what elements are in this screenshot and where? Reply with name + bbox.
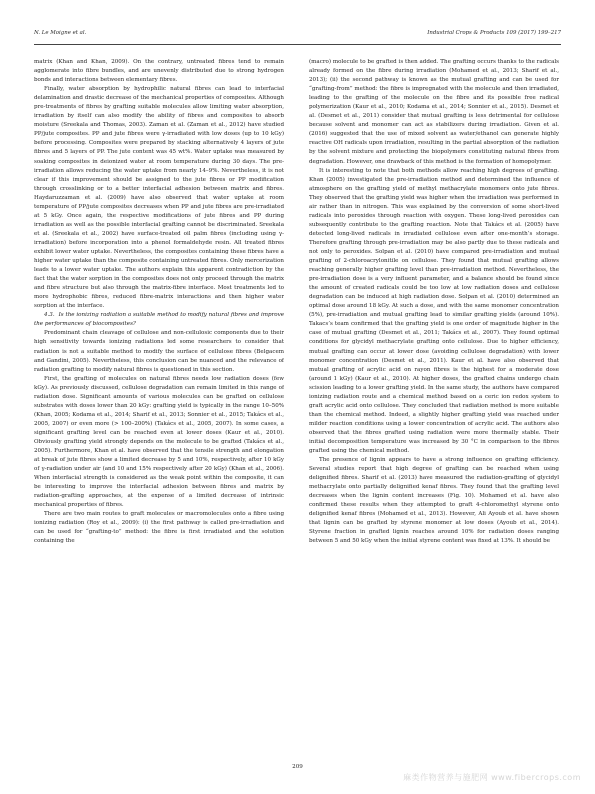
paragraph: First, the grafting of molecules on natural fibres needs low radiation doses (few kGy). As previously discussed, cellulose degradation can remain limited in this range of radiation dose. Significant amounts of various molecules can be grafted on cellulose substrates with doses lower than 20 kGy: grafting yield is typically in the range 10–50% (Khan, 2005; Kodama et al., 2014; Sharif et al., 2013; Sonnier et al., 2015; Takács et al., 2005, 2007) or even more (> 100–200%) (Takács et al., 2005, 2007). In some cases, a significant grafting level can be reached even at lower doses (Kaur et al., 2010). Obviously grafting yield strongly depends on the molecule to be grafted (Takács et al., 2005). Furthermore, Khan et al. have observed that the tensile strength and elongation at break of jute fibres show a limited decrease by 5 and 10%, respectively, after 10 kGy of γ-radiation under air (and 10 and 15% respectively after 20 kGy) (Khan et al., 2006). When interfacial strength is considered as the weak point within the composite, it can be interesting to improve the interfacial adhesion between fibres and matrix by radiation-grafting approaches, at the expense of a limited decrease of intrinsic mechanical properties of fibres. <box>34 375 284 509</box>
paragraph: Finally, water absorption by hydrophilic natural fibres can lead to interfacial delamination and drastic decrease of the mechanical properties of composites. Although pre-treatments of fibres by grafting suitable molecules allow limiting water absorption, irradiation by itself can also modify the ability of fibres and composites to absorb moisture (Sreekala and Thomas, 2003). Zaman et al. (Zaman et al., 2012) have studied PP/jute composites. PP and jute fibres were γ-irradiated with low doses (up to 10 kGy) before processing. Composites were prepared by stacking alternatively 4 layers of jute fibres and 5 layers of PP. The jute content was 45 wt%. Water uptake was measured by soaking composites in deionized water at room temperature during 30 days. The pre-irradiation allows reducing the water uptake from nearly 14–9%. Nevertheless, it is not clear if this improvement should be assigned to the jute fibres or PP modification through crosslinking or to a better interfacial adhesion between matrix and fibres. Haydaruzzaman et al. (2009) have also observed that water uptake at room temperature of PP/jute composites decreases when PP and jute fibres are pre-irradiated at 5 kGy. Once again, the respective modifications of jute fibres and PP during irradiation as well as the possible interfacial grafting cannot be discriminated. Sreekala et al. (Sreekala et al., 2002) have surface-treated oil palm fibres (including using γ-irradiation) before incorporation into a phenol formaldehyde resin. All treated fibres exhibit lower water uptake. Nevertheless, the composites containing these fibres have a higher water uptake than the composite containing untreated fibres. Only mercerization leads to a lower water uptake. The authors explain this apparent contradiction by the fact that the water sorption in the composites does not only proceed through the matrix and fibre structure but also through the matrix-fibre interface. Most treatments led to more hydrophobic fibres, reduced fibre-matrix interactions and then higher water sorption at the interface. <box>34 86 284 310</box>
paragraph: matrix (Khan and Khan, 2009). On the contrary, untreated fibres tend to remain agglomerate into fibre bundles, and are unevenly distributed due to strong hydrogen bonds and interactions between elementary fibres. <box>34 59 284 84</box>
section-heading <box>34 311 284 329</box>
paragraph: There are two main routes to graft molecules or macromolecules onto a fibre using ionizing radiation (Roy et al., 2009): (i) the first pathway is called pre-irradiation and can be used for “grafting-to” method: the fibre is first irradiated and the solution containing the <box>34 511 284 545</box>
running-head-journal: Industrial Crops & Products 109 (2017) 199–217 <box>427 30 561 36</box>
paragraph: Predominant chain cleavage of cellulose and non-cellulosic components due to their high sensitivity towards ionizing radiations led some researchers to consider that radiation is not a suitable method to modify the surface of cellulose fibres (Belgacem and Gandini, 2005). Nevertheless, this conclusion can be nuanced and the relevance of radiation grafting to modify natural fibres is questioned in this section. <box>34 330 284 373</box>
paragraph: It is interesting to note that both methods allow reaching high degrees of grafting. Khan (2005) investigated the pre-irradiation method and determined the influence of atmosphere on the grafting yield of methyl methacrylate monomers onto jute fibres. They observed that the grafting yield was higher when the irradiation was performed in air rather than in nitrogen. This was explained by the conversion of some short-lived radicals into peroxides through reaction with oxygen. These long-lived peroxides can subsequently contribute to the grafting reaction. Note that Takács et al. (2005) have detected long-lived radicals in irradiated cellulose even after one-month’s storage. Therefore grafting through pre-irradiation may be also partly due to these radicals and not only to peroxides. Solpan et al. (2010) have compared pre-irradiation and mutual grafting of 2-chloroacrylonitile on cellulose. They found that mutual grafting allows reaching generally higher grafting level than pre-irradiation method. Nevertheless, the pre-irradiation dose is a very influent parameter, and a balance should be found since the amount of created radicals could be too low at low radiation doses and cellulose degradation can be induced at high radiation dose. Solpan et al. (2010) determined an optimal dose around 18 kGy. At such a dose, and with the same monomer concentration (5%), pre-irradiation and mutual grafting lead to similar grafting yields (around 10%). Takacs’s team confirmed that the grafting yield is one order of magnitude higher in the case of mutual grafting (Desmet et al., 2011; Takács et al., 2007). They found optimal conditions for glycidyl methacrylate grafting onto cellulose. Due to higher efficiency, mutual grafting can occur at lower dose (avoiding cellulose degradation) with lower monomer concentration (Desmet et al., 2011). Kaur et al. have also observed that mutual grafting of acrylic acid on rayon fibres is the highest for a moderate dose (around 1 kGy) (Kaur et al., 2010). At higher doses, the grafted chains undergo chain scission leading to a lower grafting yield. In the same study, the authors have compared ionizing radiation route and a chemical method based on a ceric ion redox system to graft acrylic acid onto cellulose. They concluded that radiation method is more suitable than the chemical method. Indeed, a slightly higher grafting yield was reached under milder reaction conditions using a lower concentration of acrylic acid. The authors also observed that the fibres grafted using radiation were more thermally stable. Their initial decomposition temperature was increased by 30 °C in comparison to the fibres grafted using the chemical method. <box>309 167 559 455</box>
section-number: 4.3. <box>44 312 55 319</box>
running-head-authors: N. Le Moigne et al. <box>34 30 87 36</box>
paragraph: The presence of lignin appears to have a strong influence on grafting efficiency. Several studies report that high degree of grafting can be reached when using delignified fibres. Sharif et al. (2013) have measured the radiation-grafting of glycidyl methacrylate onto partially delignified kenaf fibres. They found that the grafting level decreases when the lignin content increases (Fig. 10). Mohamed et al. have also confirmed these results when they attempted to graft 4-chloromethyl styrene onto delignified kenaf fibres (Mohamed et al., 2013). However, Ali Ayoub et al. have shown that lignin can be grafted by styrene monomer at low doses (Ayoub et al., 2014). Styrene fraction in grafted lignin reaches around 10% for radiation doses ranging between 5 and 50 kGy when the initial styrene content was fixed at 13%. It should be <box>309 457 559 545</box>
page-number: 209 <box>292 764 303 770</box>
section-title: Is the ionizing radiation a suitable method to modify natural fibres and improve the performances of biocomposites? <box>34 312 284 328</box>
paragraph: (macro) molecule to be grafted is then added. The grafting occurs thanks to the radicals already formed on the fibre during irradiation (Mohamed et al., 2013; Sharif et al., 2013); (ii) the second pathway is known as the mutual grafting and can be used for “grafting-from” method: the fibre is impregnated with the molecule and then irradiated, leading to the grafting of the molecule on the fibre and its possible free radical polymerization (Kaur et al., 2010; Kodama et al., 2014; Sonnier et al., 2015). Desmet et al. (Desmet et al., 2011) consider that mutual grafting is less detrimental for cellulose because solvent and monomer can act as stabilizers during irradiation. Given et al. (2016) suggested that the use of mixed solvent as water/ethanol can generate highly reactive OH radicals upon irradiation, resulting in the partial absorption of the radiation by the solvent mixture and protecting the biopolymers constituting natural fibres from degradation. However, one drawback of this method is the formation of homopolymer. <box>309 59 559 165</box>
right-column <box>309 58 559 754</box>
header-rule <box>34 44 561 45</box>
watermark: 麻类作物营养与施肥网 www.fibercrops.com <box>403 773 581 782</box>
running-head <box>34 30 561 42</box>
left-column <box>34 58 284 754</box>
